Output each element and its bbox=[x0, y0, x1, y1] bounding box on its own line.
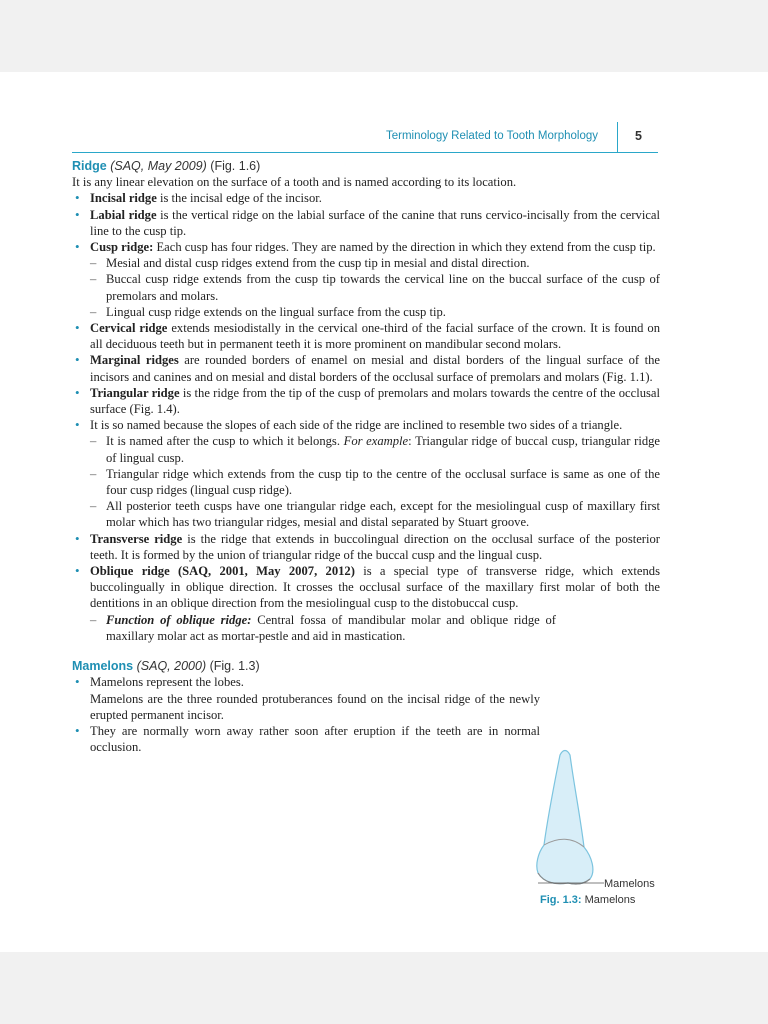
term: Function of oblique ridge: bbox=[106, 612, 252, 627]
section-heading-ridge bbox=[72, 158, 660, 174]
list-item bbox=[72, 352, 660, 384]
term: Cusp ridge: bbox=[90, 240, 154, 255]
heading-ref: (SAQ, May 2009) bbox=[110, 159, 207, 173]
sub-text: It is named after the cusp to which it belongs. bbox=[106, 434, 344, 449]
list-item bbox=[72, 385, 660, 417]
list-item bbox=[72, 207, 660, 239]
tooth-crown-outline bbox=[537, 751, 593, 884]
sub-item bbox=[72, 433, 660, 465]
list-item bbox=[72, 320, 660, 352]
ridge-list bbox=[72, 190, 660, 644]
list-item bbox=[72, 239, 660, 255]
definition: Each cusp has four ridges. They are named by the direction in which they extend from the cusp tip. bbox=[153, 240, 656, 255]
list-item bbox=[72, 190, 660, 206]
item-line: • Mamelons represent the lobes. bbox=[90, 675, 244, 690]
sub-text: : Triangular ridge of buccal cusp, triangular ridge of lingual cusp. bbox=[106, 434, 661, 465]
list-item bbox=[72, 531, 660, 563]
section-gap bbox=[72, 644, 660, 658]
term: Labial ridge bbox=[90, 207, 157, 222]
figure-caption bbox=[540, 894, 635, 906]
header-divider bbox=[617, 122, 618, 153]
heading-ref: (SAQ, 2000) bbox=[136, 659, 207, 674]
term: Triangular ridge bbox=[90, 385, 180, 400]
running-title: Terminology Related to Tooth Morphology bbox=[385, 130, 598, 142]
figure-callout: Mamelons bbox=[604, 878, 655, 890]
figure-label: Fig. 1.3: bbox=[540, 894, 582, 906]
ridge-intro: It is any linear elevation on the surface of a tooth and is named according to its location. bbox=[72, 175, 517, 190]
definition: Central fossa of mandibular molar and oblique ridge of maxillary molar act as mortar-pestle and aid in mastication. bbox=[106, 612, 556, 643]
sub-item: – All posterior teeth cusps have one triangular ridge each, except for the mesiolingual cusp of maxillary first molar which has two triangular ridges, mesial and distal separated by Stuart groove. bbox=[72, 498, 660, 530]
list-item: • It is so named because the slopes of each side of the ridge are inclined to resemble two sides of a triangle. bbox=[72, 417, 660, 433]
bottom-margin-band bbox=[0, 952, 768, 1024]
item-line: Mamelons are the three rounded protuberances found on the incisal ridge of the newly erupted permanent incisor. bbox=[90, 691, 540, 722]
top-margin-band bbox=[0, 0, 768, 72]
definition: is a special type of transverse ridge, which extends buccolingually in oblique direction. It crosses the occlusal surface of the maxillary first molar of both the dentitions in an oblique direction from the mesiolingual cusp to the distobuccal cusp. bbox=[90, 564, 660, 611]
definition: are rounded borders of enamel on mesial and distal borders of the lingual surface of the incisors and canines and on mesial and distal borders of the occlusal surface of premolars and molars (Fig. 1.1). bbox=[90, 353, 660, 384]
heading-fig: (Fig. 1.6) bbox=[210, 159, 261, 173]
term: Transverse ridge bbox=[90, 531, 183, 546]
definition: extends mesiodistally in the cervical one-third of the facial surface of the crown. It is found on all deciduous teeth but in permanent teeth it is more prominent on mandibular second molars. bbox=[90, 321, 660, 352]
sub-item: – Mesial and distal cusp ridges extend from the cusp tip in mesial and distal direction. bbox=[72, 255, 660, 271]
definition: is the ridge that extends in buccolingual direction on the occlusal surface of the posterior teeth. It is formed by the union of triangular ridge of the buccal cusp and the lingual cusp. bbox=[90, 531, 660, 562]
definition: is the ridge from the tip of the cusp of premolars and molars towards the centre of the occlusal surface (Fig. 1.4). bbox=[90, 385, 660, 417]
mamelons-list bbox=[72, 674, 660, 755]
definition: is the incisal edge of the incisor. bbox=[156, 191, 322, 206]
list-item bbox=[72, 563, 660, 612]
list-item: • They are normally worn away rather soon after eruption if the teeth are in normal occlusion. bbox=[72, 723, 540, 755]
term: Marginal ridges bbox=[90, 353, 179, 368]
header-rule bbox=[72, 152, 658, 153]
sub-item: – Buccal cusp ridge extends from the cusp tip towards the cervical line on the buccal surface of the cusp of premolars and molars. bbox=[72, 271, 660, 303]
figure-caption-text: Mamelons bbox=[581, 894, 636, 906]
list-item bbox=[72, 674, 540, 723]
sub-item bbox=[72, 612, 556, 644]
sub-item: – Triangular ridge which extends from the cusp tip to the centre of the occlusal surface is same as one of the four cusp ridges (lingual cusp ridge). bbox=[72, 466, 660, 498]
heading-fig: (Fig. 1.3) bbox=[209, 659, 260, 674]
term: Oblique ridge (SAQ, 2001, May 2007, 2012) bbox=[90, 564, 355, 579]
sub-emphasis: For example bbox=[343, 434, 409, 449]
term: Incisal ridge bbox=[90, 191, 157, 206]
page-header bbox=[72, 122, 658, 154]
sub-item: – Lingual cusp ridge extends on the lingual surface from the cusp tip. bbox=[72, 304, 660, 320]
page-body bbox=[72, 158, 660, 755]
heading-keyword: Ridge bbox=[72, 159, 107, 173]
term: Cervical ridge bbox=[90, 321, 168, 336]
heading-keyword: Mamelons bbox=[72, 659, 134, 674]
definition: is the vertical ridge on the labial surface of the canine that runs cervico-incisally from the cervical line to the cusp tip. bbox=[90, 207, 661, 238]
page-number: 5 bbox=[635, 129, 642, 143]
section-heading-mamelons bbox=[72, 658, 660, 674]
